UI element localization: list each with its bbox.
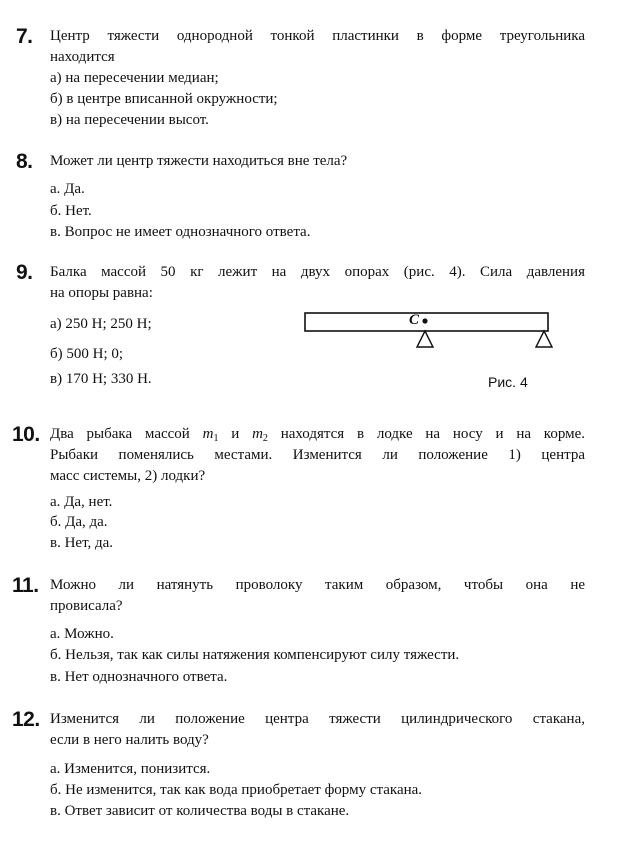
question-text: [50, 28, 585, 70]
question-text: [50, 264, 585, 306]
question-text-line: находится: [50, 49, 115, 65]
variable-m2: m: [252, 426, 263, 442]
answer-option-a[interactable]: а) 250 Н; 250 Н;: [50, 316, 152, 332]
right-support: [536, 331, 552, 347]
subscript-2: 2: [262, 433, 268, 444]
question-text-line: на опоры равна:: [50, 285, 153, 301]
question-text: [50, 153, 585, 174]
answer-option-a[interactable]: а. Изменится, понизится.: [50, 761, 211, 777]
question-number: 8.: [16, 150, 33, 173]
variable-m1: m: [202, 426, 214, 442]
answer-option-c[interactable]: в. Нет, да.: [50, 535, 114, 551]
text-fragment: находятся в лодке на носу и на корме.: [267, 426, 585, 442]
center-of-mass-point: [422, 318, 427, 323]
answer-option-a[interactable]: а. Да.: [50, 181, 85, 197]
question-number: 11.: [12, 574, 39, 597]
text-fragment: и: [218, 426, 253, 442]
answer-option-a[interactable]: а. Можно.: [50, 626, 114, 642]
center-of-mass-label: C: [409, 312, 420, 328]
question-text-line: Центр тяжести однородной тонкой пластинки в форме треугольника: [50, 28, 585, 44]
question-number: 10.: [12, 423, 40, 446]
answer-option-b[interactable]: б. Нет.: [50, 203, 92, 219]
question-text-line: Может ли центр тяжести находиться вне тела?: [50, 153, 348, 169]
question-text: [50, 711, 585, 753]
figure-caption: Рис. 4: [488, 374, 528, 390]
question-text-line: провисала?: [50, 598, 123, 614]
question-number: 7.: [16, 25, 33, 48]
question-number: 12.: [12, 708, 40, 731]
answer-option-c[interactable]: в. Нет однозначного ответа.: [50, 669, 228, 685]
answer-option-b[interactable]: б) в центре вписанной окружности;: [50, 91, 278, 107]
question-text: [50, 426, 585, 489]
question-text-line: Балка массой 50 кг лежит на двух опорах (рис. 4). Сила давления: [50, 264, 585, 280]
left-support: [417, 331, 433, 347]
question-text-line: масс системы, 2) лодки?: [50, 468, 206, 484]
answer-option-c[interactable]: в. Вопрос не имеет однозначного ответа.: [50, 224, 311, 240]
question-text-line: [50, 426, 585, 447]
subscript-1: 1: [213, 433, 219, 444]
question-text-line: если в него налить воду?: [50, 732, 209, 748]
answer-option-c[interactable]: в. Ответ зависит от количества воды в стакане.: [50, 803, 350, 819]
text-fragment: Два рыбака массой: [50, 426, 203, 442]
answer-option-c[interactable]: в) на пересечении высот.: [50, 112, 209, 128]
question-text-line: Рыбаки поменялись местами. Изменится ли положение 1) центра: [50, 447, 585, 463]
question-text: [50, 577, 585, 619]
answer-option-b[interactable]: б. Нельзя, так как силы натяжения компенсируют силу тяжести.: [50, 647, 460, 663]
question-text-line: Можно ли натянуть проволоку таким образом, чтобы она не: [50, 577, 585, 593]
answer-option-b[interactable]: б. Не изменится, так как вода приобретает форму стакана.: [50, 782, 423, 798]
question-number: 9.: [16, 261, 33, 284]
answer-option-a[interactable]: а) на пересечении медиан;: [50, 70, 219, 86]
answer-option-b[interactable]: б) 500 Н; 0;: [50, 346, 124, 362]
question-text-line: Изменится ли положение центра тяжести цилиндрического стакана,: [50, 711, 585, 727]
answer-option-a[interactable]: а. Да, нет.: [50, 494, 113, 510]
answer-option-b[interactable]: б. Да, да.: [50, 514, 108, 530]
answer-option-c[interactable]: в) 170 Н; 330 Н.: [50, 371, 152, 387]
